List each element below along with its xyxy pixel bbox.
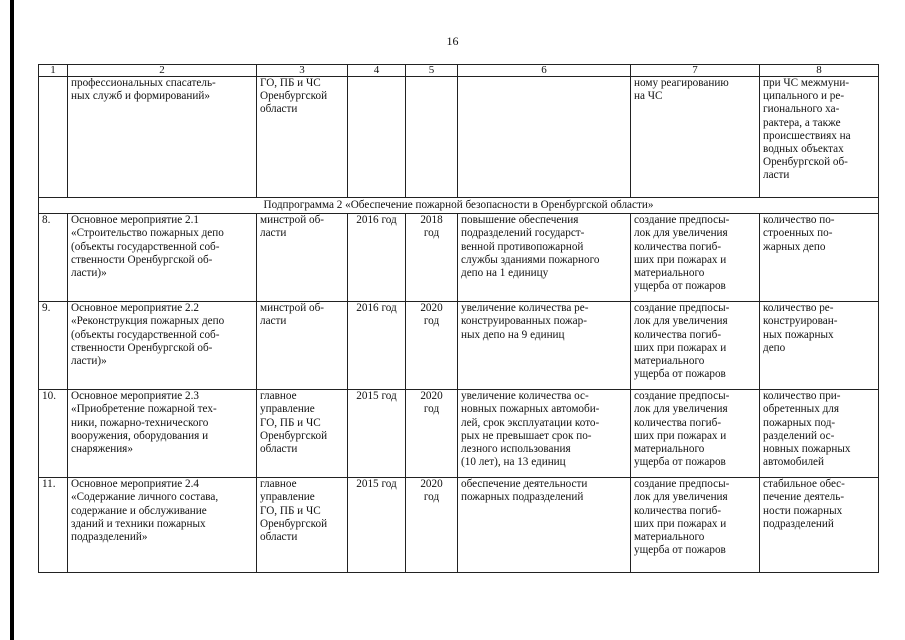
end-year-cell [406, 77, 458, 198]
measures-table [38, 64, 879, 573]
risk-cell: создание предпосы- лок для увеличения количества погиб- ших при пожарах и материального ущерба от пожаров [631, 390, 760, 478]
result-cell: повышение обеспечения подразделений государст- венной противопожарной службы зданиями пожарного депо на 1 единицу [458, 214, 631, 302]
indicator-cell: при ЧС межмуни- ципального и ре- гионального ха- рактера, а также происшествиях на водных объектах Оренбургской об- ласти [760, 77, 879, 198]
header-cell: 6 [458, 65, 631, 77]
measure-cell: Основное мероприятие 2.2 «Реконструкция пожарных депо (объекты государственной соб- ственности Оренбургской об- ласти)» [68, 302, 257, 390]
header-cell: 7 [631, 65, 760, 77]
row-number: 9. [39, 302, 68, 390]
measure-cell: профессиональных спасатель- ных служб и формирований» [68, 77, 257, 198]
start-year-cell [348, 77, 406, 198]
column-number-header [39, 65, 879, 77]
start-year-cell: 2015 год [348, 390, 406, 478]
risk-cell: создание предпосы- лок для увеличения количества погиб- ших при пожарах и материального ущерба от пожаров [631, 214, 760, 302]
row-number: 10. [39, 390, 68, 478]
header-cell: 1 [39, 65, 68, 77]
end-year-cell: 2020 год [406, 302, 458, 390]
indicator-cell: количество ре- конструирован- ных пожарных депо [760, 302, 879, 390]
risk-cell: создание предпосы- лок для увеличения количества погиб- ших при пожарах и материального ущерба от пожаров [631, 302, 760, 390]
executor-cell: минстрой об- ласти [257, 302, 348, 390]
subprogram-row [39, 198, 879, 214]
table-row [39, 478, 879, 573]
header-cell: 2 [68, 65, 257, 77]
executor-cell: ГО, ПБ и ЧС Оренбургской области [257, 77, 348, 198]
measure-cell: Основное мероприятие 2.4 «Содержание личного состава, содержание и обслуживание зданий и техники пожарных подразделений» [68, 478, 257, 573]
end-year-cell: 2020 год [406, 390, 458, 478]
header-cell: 8 [760, 65, 879, 77]
executor-cell: главное управление ГО, ПБ и ЧС Оренбургской области [257, 390, 348, 478]
risk-cell: создание предпосы- лок для увеличения количества погиб- ших при пожарах и материального ущерба от пожаров [631, 478, 760, 573]
end-year-cell: 2018 год [406, 214, 458, 302]
header-cell: 5 [406, 65, 458, 77]
continuation-row [39, 77, 879, 198]
indicator-cell: количество при- обретенных для пожарных под- разделений ос- новных пожарных автомобилей [760, 390, 879, 478]
table-row [39, 302, 879, 390]
result-cell: обеспечение деятельности пожарных подразделений [458, 478, 631, 573]
measure-cell: Основное мероприятие 2.3 «Приобретение пожарной тех- ники, пожарно-технического вооружения, оборудования и снаряжения» [68, 390, 257, 478]
header-cell: 4 [348, 65, 406, 77]
start-year-cell: 2016 год [348, 302, 406, 390]
start-year-cell: 2016 год [348, 214, 406, 302]
row-number: 8. [39, 214, 68, 302]
page-number: 16 [446, 34, 459, 48]
row-number: 11. [39, 478, 68, 573]
result-cell: увеличение количества ос- новных пожарных автомоби- лей, срок эксплуатации кото- рых не превышает срок по- лезного использования (10 лет), на 13 единиц [458, 390, 631, 478]
executor-cell: минстрой об- ласти [257, 214, 348, 302]
header-cell: 3 [257, 65, 348, 77]
end-year-cell: 2020 год [406, 478, 458, 573]
scan-edge-bar [10, 0, 14, 640]
result-cell: увеличение количества ре- конструированных пожар- ных депо на 9 единиц [458, 302, 631, 390]
result-cell [458, 77, 631, 198]
indicator-cell: количество по- строенных по- жарных депо [760, 214, 879, 302]
start-year-cell: 2015 год [348, 478, 406, 573]
measure-cell: Основное мероприятие 2.1 «Строительство пожарных депо (объекты государственной соб- ственности Оренбургской об- ласти)» [68, 214, 257, 302]
row-number [39, 77, 68, 198]
risk-cell: ному реагированию на ЧС [631, 77, 760, 198]
table-row [39, 214, 879, 302]
executor-cell: главное управление ГО, ПБ и ЧС Оренбургской области [257, 478, 348, 573]
indicator-cell: стабильное обес- печение деятель- ности пожарных подразделений [760, 478, 879, 573]
subprogram-title: Подпрограмма 2 «Обеспечение пожарной безопасности в Оренбургской области» [39, 198, 879, 214]
table-row [39, 390, 879, 478]
